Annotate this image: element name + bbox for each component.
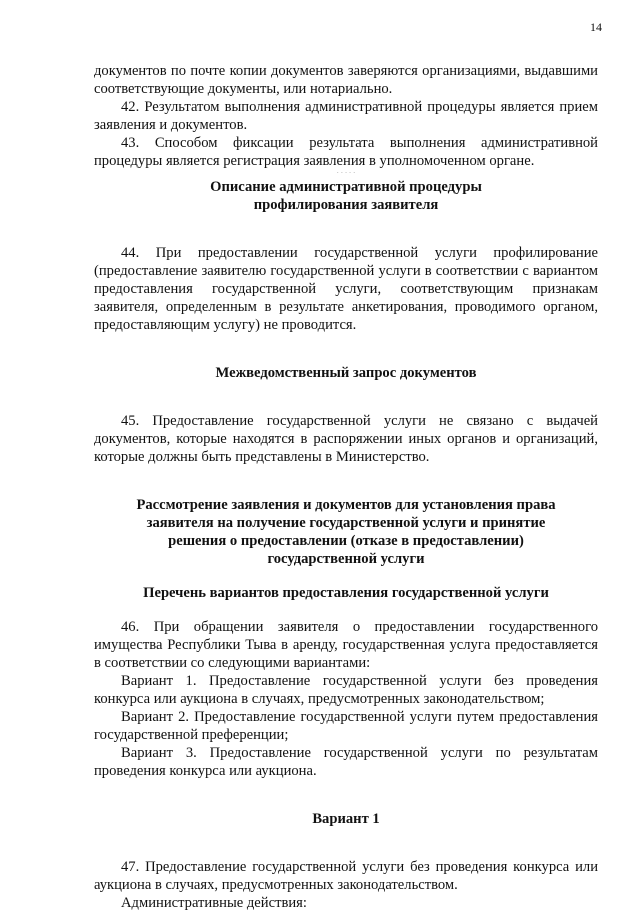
variant-2-item: Вариант 2. Предоставление государственной услуги путем предоставления государственной преференции;: [94, 709, 598, 743]
paragraph-42: 42. Результатом выполнения административной процедуры является прием заявления и документов.: [94, 99, 598, 133]
page-number: 14: [590, 20, 602, 34]
section-heading-review-line-4: государственной услуги: [267, 551, 425, 567]
section-heading-variant-1: Вариант 1: [312, 811, 380, 827]
section-heading-review-line-3: решения о предоставлении (отказе в предоставлении): [168, 533, 524, 549]
paragraph-47: 47. Предоставление государственной услуги без проведения конкурса или аукциона в случаях, предусмотренных законодательством.: [94, 859, 598, 893]
administrative-actions-label: Административные действия:: [121, 895, 307, 911]
variant-1-item: Вариант 1. Предоставление государственной услуги без проведения конкурса или аукциона в случаях, предусмотренных законодательством;: [94, 673, 598, 707]
scan-mark: · · · · ·: [336, 169, 356, 177]
paragraph-46: 46. При обращении заявителя о предоставлении государственного имущества Республики Тыва в аренду, государственная услуга предоставляется в соответствии со следующими вариантами:: [94, 619, 598, 671]
paragraph-41-continuation: документов по почте копии документов заверяются организациями, выдавшими соответствующие документы, или нотариально.: [94, 63, 598, 97]
section-heading-variants-list: Перечень вариантов предоставления государственной услуги: [143, 585, 549, 601]
paragraph-45: 45. Предоставление государственной услуги не связано с выдачей документов, которые находятся в распоряжении иных органов и организаций, которые должны быть представлены в Министерство.: [94, 413, 598, 465]
section-heading-profiling-line-2: профилирования заявителя: [253, 197, 439, 213]
document-body: [94, 62, 598, 912]
section-heading-review-line-1: Рассмотрение заявления и документов для установления права: [136, 497, 556, 513]
section-heading-profiling-line-1: Описание административной процедуры: [210, 179, 482, 195]
section-heading-interagency-request: Межведомственный запрос документов: [215, 365, 477, 381]
variant-3-item: Вариант 3. Предоставление государственной услуги по результатам проведения конкурса или аукциона.: [94, 745, 598, 779]
paragraph-43: 43. Способом фиксации результата выполнения административной процедуры является регистрация заявления в уполномоченном органе.: [94, 135, 598, 169]
section-heading-review-line-2: заявителя на получение государственной услуги и принятие: [146, 515, 546, 531]
paragraph-44: 44. При предоставлении государственной услуги профилирование (предоставление заявителю государственной услуги в соответствии с вариантом предоставления государственной услуги, соответствующим признакам заявителя, определенным в результате анкетирования, проводимого органом, предоставляющим услугу) не проводится.: [94, 245, 598, 333]
